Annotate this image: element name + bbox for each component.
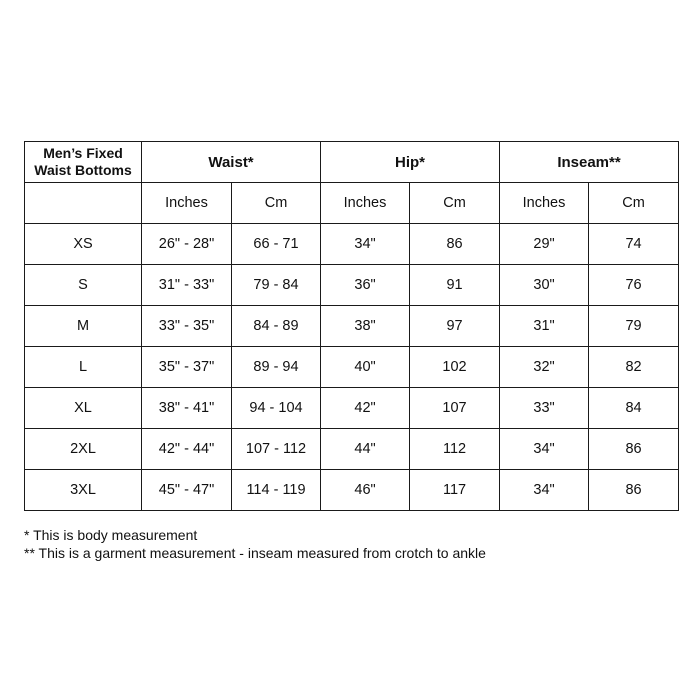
hip-cm-cell: 102 [410, 347, 500, 388]
waist-cm-cell: 107 - 112 [232, 429, 321, 470]
waist-inches-cell: 26" - 28" [142, 224, 232, 265]
waist-cm-cell: 84 - 89 [232, 306, 321, 347]
size-label-cell: 3XL [25, 470, 142, 511]
hip-inches-cell: 38" [321, 306, 410, 347]
inseam-inches-cell: 34" [500, 429, 589, 470]
waist-group-header: Waist* [142, 142, 321, 183]
waist-inches-cell: 33" - 35" [142, 306, 232, 347]
inseam-cm-cell: 76 [589, 265, 679, 306]
hip-cm-cell: 86 [410, 224, 500, 265]
inseam-inches-cell: 30" [500, 265, 589, 306]
table-row [25, 224, 679, 265]
size-label-cell: 2XL [25, 429, 142, 470]
table-row [25, 265, 679, 306]
hip-cm-cell: 107 [410, 388, 500, 429]
hip-cm-cell: 97 [410, 306, 500, 347]
size-label-cell: M [25, 306, 142, 347]
inseam-cm-cell: 79 [589, 306, 679, 347]
hip-inches-cell: 34" [321, 224, 410, 265]
size-chart-table [24, 141, 679, 511]
waist-inches-cell: 42" - 44" [142, 429, 232, 470]
inseam-group-header: Inseam** [500, 142, 679, 183]
waist-cm-header: Cm [232, 183, 321, 224]
inseam-cm-cell: 74 [589, 224, 679, 265]
waist-inches-cell: 38" - 41" [142, 388, 232, 429]
hip-cm-cell: 91 [410, 265, 500, 306]
waist-inches-cell: 35" - 37" [142, 347, 232, 388]
inseam-inches-cell: 31" [500, 306, 589, 347]
footnote-body-measurement: * This is body measurement [24, 527, 198, 543]
footnotes [24, 526, 486, 562]
table-row [25, 388, 679, 429]
inseam-inches-header: Inches [500, 183, 589, 224]
hip-inches-header: Inches [321, 183, 410, 224]
size-label-cell: L [25, 347, 142, 388]
hip-cm-cell: 117 [410, 470, 500, 511]
waist-cm-cell: 114 - 119 [232, 470, 321, 511]
waist-cm-cell: 89 - 94 [232, 347, 321, 388]
inseam-inches-cell: 29" [500, 224, 589, 265]
empty-header-cell [25, 183, 142, 224]
hip-inches-cell: 40" [321, 347, 410, 388]
table-row [25, 429, 679, 470]
table-corner-title [25, 142, 142, 183]
size-label-cell: S [25, 265, 142, 306]
hip-cm-header: Cm [410, 183, 500, 224]
inseam-cm-cell: 86 [589, 470, 679, 511]
group-header-row [25, 142, 679, 183]
waist-inches-cell: 45" - 47" [142, 470, 232, 511]
table-row [25, 306, 679, 347]
inseam-cm-cell: 82 [589, 347, 679, 388]
waist-cm-cell: 66 - 71 [232, 224, 321, 265]
hip-cm-cell: 112 [410, 429, 500, 470]
size-label-cell: XS [25, 224, 142, 265]
hip-inches-cell: 42" [321, 388, 410, 429]
inseam-cm-cell: 86 [589, 429, 679, 470]
hip-inches-cell: 36" [321, 265, 410, 306]
waist-inches-header: Inches [142, 183, 232, 224]
table-row [25, 347, 679, 388]
table-row [25, 470, 679, 511]
size-rows [25, 224, 679, 511]
inseam-inches-cell: 33" [500, 388, 589, 429]
corner-title-line2: Waist Bottoms [34, 162, 132, 178]
size-label-cell: XL [25, 388, 142, 429]
inseam-inches-cell: 32" [500, 347, 589, 388]
unit-header-row [25, 183, 679, 224]
waist-cm-cell: 94 - 104 [232, 388, 321, 429]
waist-inches-cell: 31" - 33" [142, 265, 232, 306]
footnote-garment-measurement: ** This is a garment measurement - inseam measured from crotch to ankle [24, 545, 486, 561]
waist-cm-cell: 79 - 84 [232, 265, 321, 306]
hip-inches-cell: 46" [321, 470, 410, 511]
inseam-inches-cell: 34" [500, 470, 589, 511]
corner-title-line1: Men’s Fixed [43, 145, 123, 161]
hip-group-header: Hip* [321, 142, 500, 183]
inseam-cm-cell: 84 [589, 388, 679, 429]
hip-inches-cell: 44" [321, 429, 410, 470]
inseam-cm-header: Cm [589, 183, 679, 224]
